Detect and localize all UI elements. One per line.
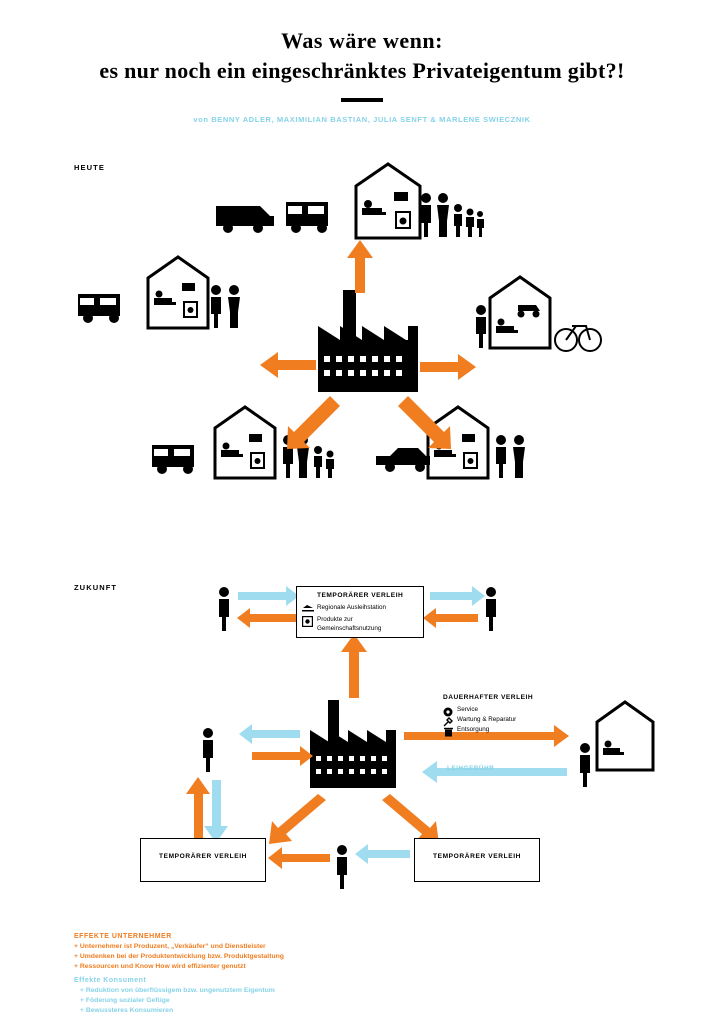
effects-company-item-0: + Unternehmer ist Produzent, „Verkäufer“ und Dienstleister: [74, 943, 266, 951]
section-label-today: HEUTE: [74, 163, 105, 172]
person-bottom-center: [337, 845, 347, 889]
permanent-rental-item-2: Entsorgung: [457, 725, 490, 733]
person-top-right: [486, 587, 496, 631]
product-icon: [302, 616, 313, 627]
temp-rental-box-left[interactable]: [140, 838, 266, 882]
household-top: [216, 164, 484, 238]
person-right-house: [580, 743, 590, 787]
family-top: [421, 193, 484, 237]
temp-rental-box-right-title: TEMPORÄRER VERLEIH: [432, 853, 522, 860]
person-mid-left: [203, 728, 213, 772]
house-right-future: [597, 702, 653, 770]
household-bottom-left: [152, 407, 334, 478]
today-diagram: [0, 150, 724, 550]
effects-company-item-1: + Umdenken bei der Produktentwicklung bzw. Produktgestaltung: [74, 952, 284, 960]
effects-block: [74, 932, 494, 1015]
title-divider: [341, 98, 383, 102]
permanent-rental-title: DAUERHAFTER VERLEIH: [443, 694, 534, 701]
page-title-line-2: es nur noch ein eingeschränktes Privateigentum gibt?!: [99, 57, 625, 83]
factory-icon-today: [318, 290, 418, 392]
household-left: [78, 257, 240, 328]
temp-rental-box-top-line-3: Gemeinschaftsnutzung: [317, 625, 382, 632]
today-diagram-svg: [0, 150, 724, 550]
effects-consumer-item-0: + Reduktion von überflüssigem bzw. ungenutztem Eigentum: [80, 986, 275, 994]
household-right: [476, 277, 601, 351]
permanent-rental-item-1: Wartung & Reparatur: [457, 715, 517, 723]
temp-rental-box-top-line-2: Produkte zur: [317, 616, 353, 623]
effects-company-item-2: + Ressourcen und Know How wird effizienter genutzt: [74, 962, 246, 970]
temp-rental-box-top-title: TEMPORÄRER VERLEIH: [317, 592, 404, 599]
temp-rental-box-left-title: TEMPORÄRER VERLEIH: [158, 853, 248, 860]
permanent-rental-item-0: Service: [457, 706, 478, 713]
permanent-rental-block: [443, 694, 583, 734]
factory-icon-future: [310, 700, 396, 788]
temp-rental-box-top[interactable]: [296, 586, 424, 638]
poster-header: [0, 26, 724, 124]
temp-rental-box-right[interactable]: [414, 838, 540, 882]
effects-consumer-item-1: + Föderung sozialer Gefüge: [80, 996, 170, 1004]
station-icon: [302, 603, 314, 613]
temp-rental-box-top-line-1: Regionale Ausleihstation: [317, 604, 386, 611]
rental-fee-label: LEIHGEBÜHR: [447, 765, 495, 772]
effects-company-heading: EFFEKTE UNTERNEHMER: [74, 933, 172, 940]
effects-consumer-item-2: + Bewussteres Konsumieren: [80, 1006, 174, 1014]
effects-consumer-heading: Effekte Konsument: [74, 976, 147, 984]
byline: von BENNY ADLER, MAXIMILIAN BASTIAN, JULIA SENFT & MARLENE SWIECZNIK: [193, 115, 531, 125]
trash-icon: [444, 727, 453, 737]
section-label-future: ZUKUNFT: [74, 583, 118, 592]
page-title-line-1: Was wäre wenn:: [281, 28, 443, 53]
person-top-left: [219, 587, 229, 631]
